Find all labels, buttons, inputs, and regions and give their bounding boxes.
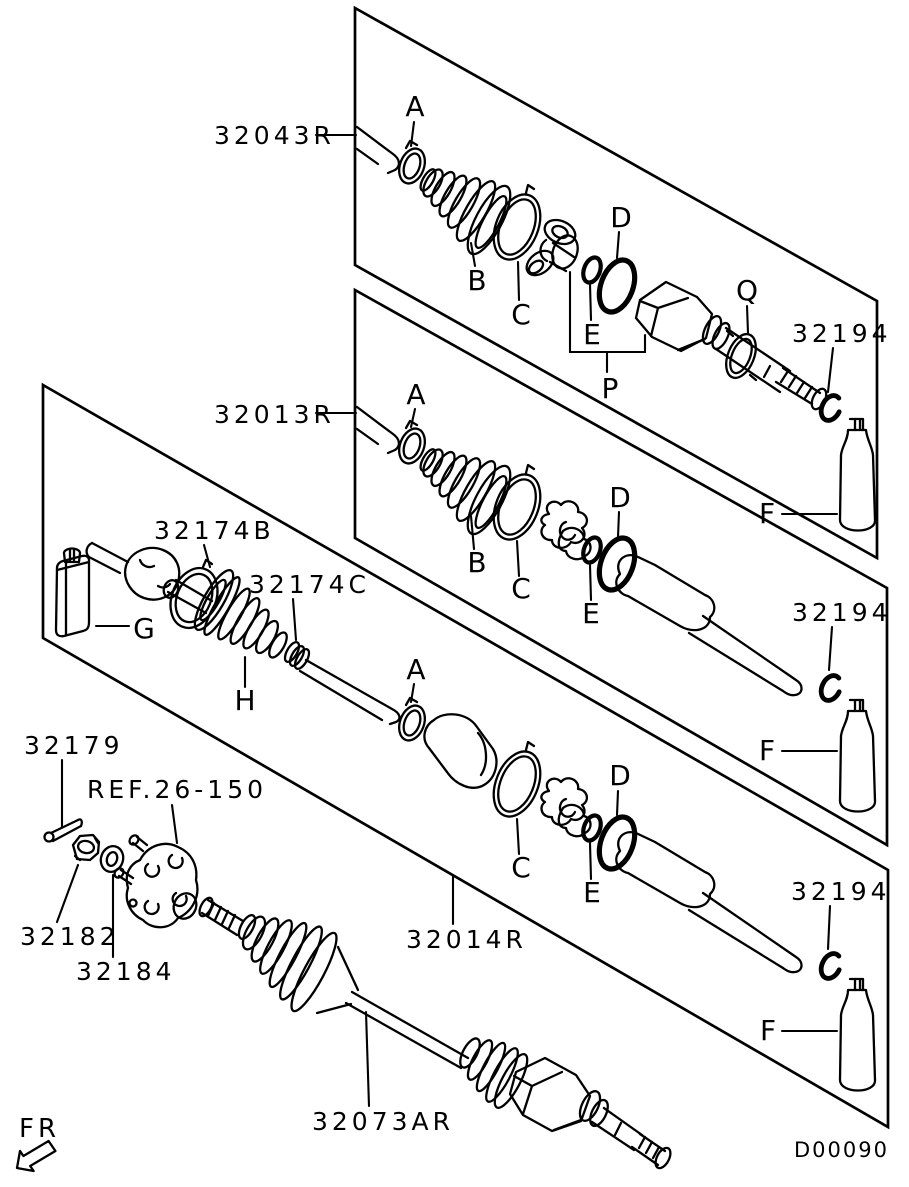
callout-f-kit2: F [758,734,776,767]
boot-band-32174c [282,640,312,671]
part-label-32174b[interactable]: 32174B [154,516,275,545]
outer-joint-shaft [300,660,399,724]
front-direction-arrow-icon [17,1141,55,1171]
kit1-outer-boot-b [418,167,519,260]
kit2-outer-boot-b [418,447,519,540]
callout-f-kit3: F [759,1014,777,1047]
hub-assembly [113,834,201,928]
callout-e-kit3: E [583,876,601,909]
driveshaft-nut [73,835,99,860]
callout-e-kit2: E [582,597,600,630]
callout-q-kit1: Q [735,274,759,307]
kit1-small-band-a [395,141,430,187]
callout-c-kit2: C [511,572,531,605]
kit3-snap-ring [817,950,844,981]
kit3-outer-boot-outline [424,714,496,788]
kit2-big-band-c [485,465,549,546]
callout-e-kit1: E [583,318,601,351]
callout-b-kit2: B [467,546,487,579]
kit2-snap-ring [817,672,844,703]
kit1-big-band-c [485,185,549,266]
part-label-ref-26-150[interactable]: REF.26-150 [87,775,268,804]
callout-d-kit3: D [609,759,631,792]
part-label-32179[interactable]: 32179 [24,731,124,760]
kit1-grease-bottle-f [840,419,875,531]
grease-bottle-g [56,549,89,637]
driveshaft-outer-spline [197,896,259,941]
part-label-32184[interactable]: 32184 [76,957,176,986]
part-label-32014r[interactable]: 32014R [406,925,527,954]
front-direction-label: FR [19,1114,61,1144]
part-label-32182[interactable]: 32182 [20,922,120,951]
driveshaft-inner-joint [510,1058,673,1171]
callout-a-kit1: A [405,90,425,123]
driveshaft-outer-boot [238,913,358,1015]
kit3-inner-joint-outline [616,832,801,972]
part-label-32013r[interactable]: 32013R [214,400,335,429]
cotter-pin [45,819,82,841]
callout-d-kit1: D [610,201,632,234]
part-label-32043r[interactable]: 32043R [214,121,335,150]
callout-f-kit1: F [758,497,776,530]
callout-b-kit1: B [467,264,487,297]
outer-joint-stub-shaft [87,543,128,573]
kit2-small-band-a [395,421,430,467]
kit2-grease-bottle-f [840,700,875,812]
callout-a-kit2: A [406,378,426,411]
callout-a-kit3: A [406,653,426,686]
callout-c-kit1: C [511,298,531,331]
part-label-32194-kit3[interactable]: 32194 [791,877,891,906]
callout-g: G [133,612,155,645]
kit1-tripod-joint [522,215,582,280]
part-label-32194-kit1[interactable]: 32194 [792,319,892,348]
part-label-32174c[interactable]: 32174C [249,570,370,599]
driveshaft-inner-boot [456,1036,533,1112]
driveshaft-shaft [346,992,468,1068]
part-label-32194-kit2[interactable]: 32194 [792,598,892,627]
callout-p-kit1: P [601,372,619,405]
kit1-snap-ring [817,392,844,423]
callout-h: H [234,684,256,717]
kit1-shaft-stub [357,127,399,173]
callout-c-kit3: C [511,851,531,884]
kit2-inner-joint-outline [616,555,801,695]
callout-d-kit2: D [609,481,631,514]
kit3-grease-bottle-f [840,979,875,1091]
drawing-code: D00090 [794,1138,889,1162]
outer-joint-housing [125,548,212,613]
part-label-32073ar[interactable]: 32073AR [312,1107,455,1136]
kit2-shaft-stub [357,407,399,453]
